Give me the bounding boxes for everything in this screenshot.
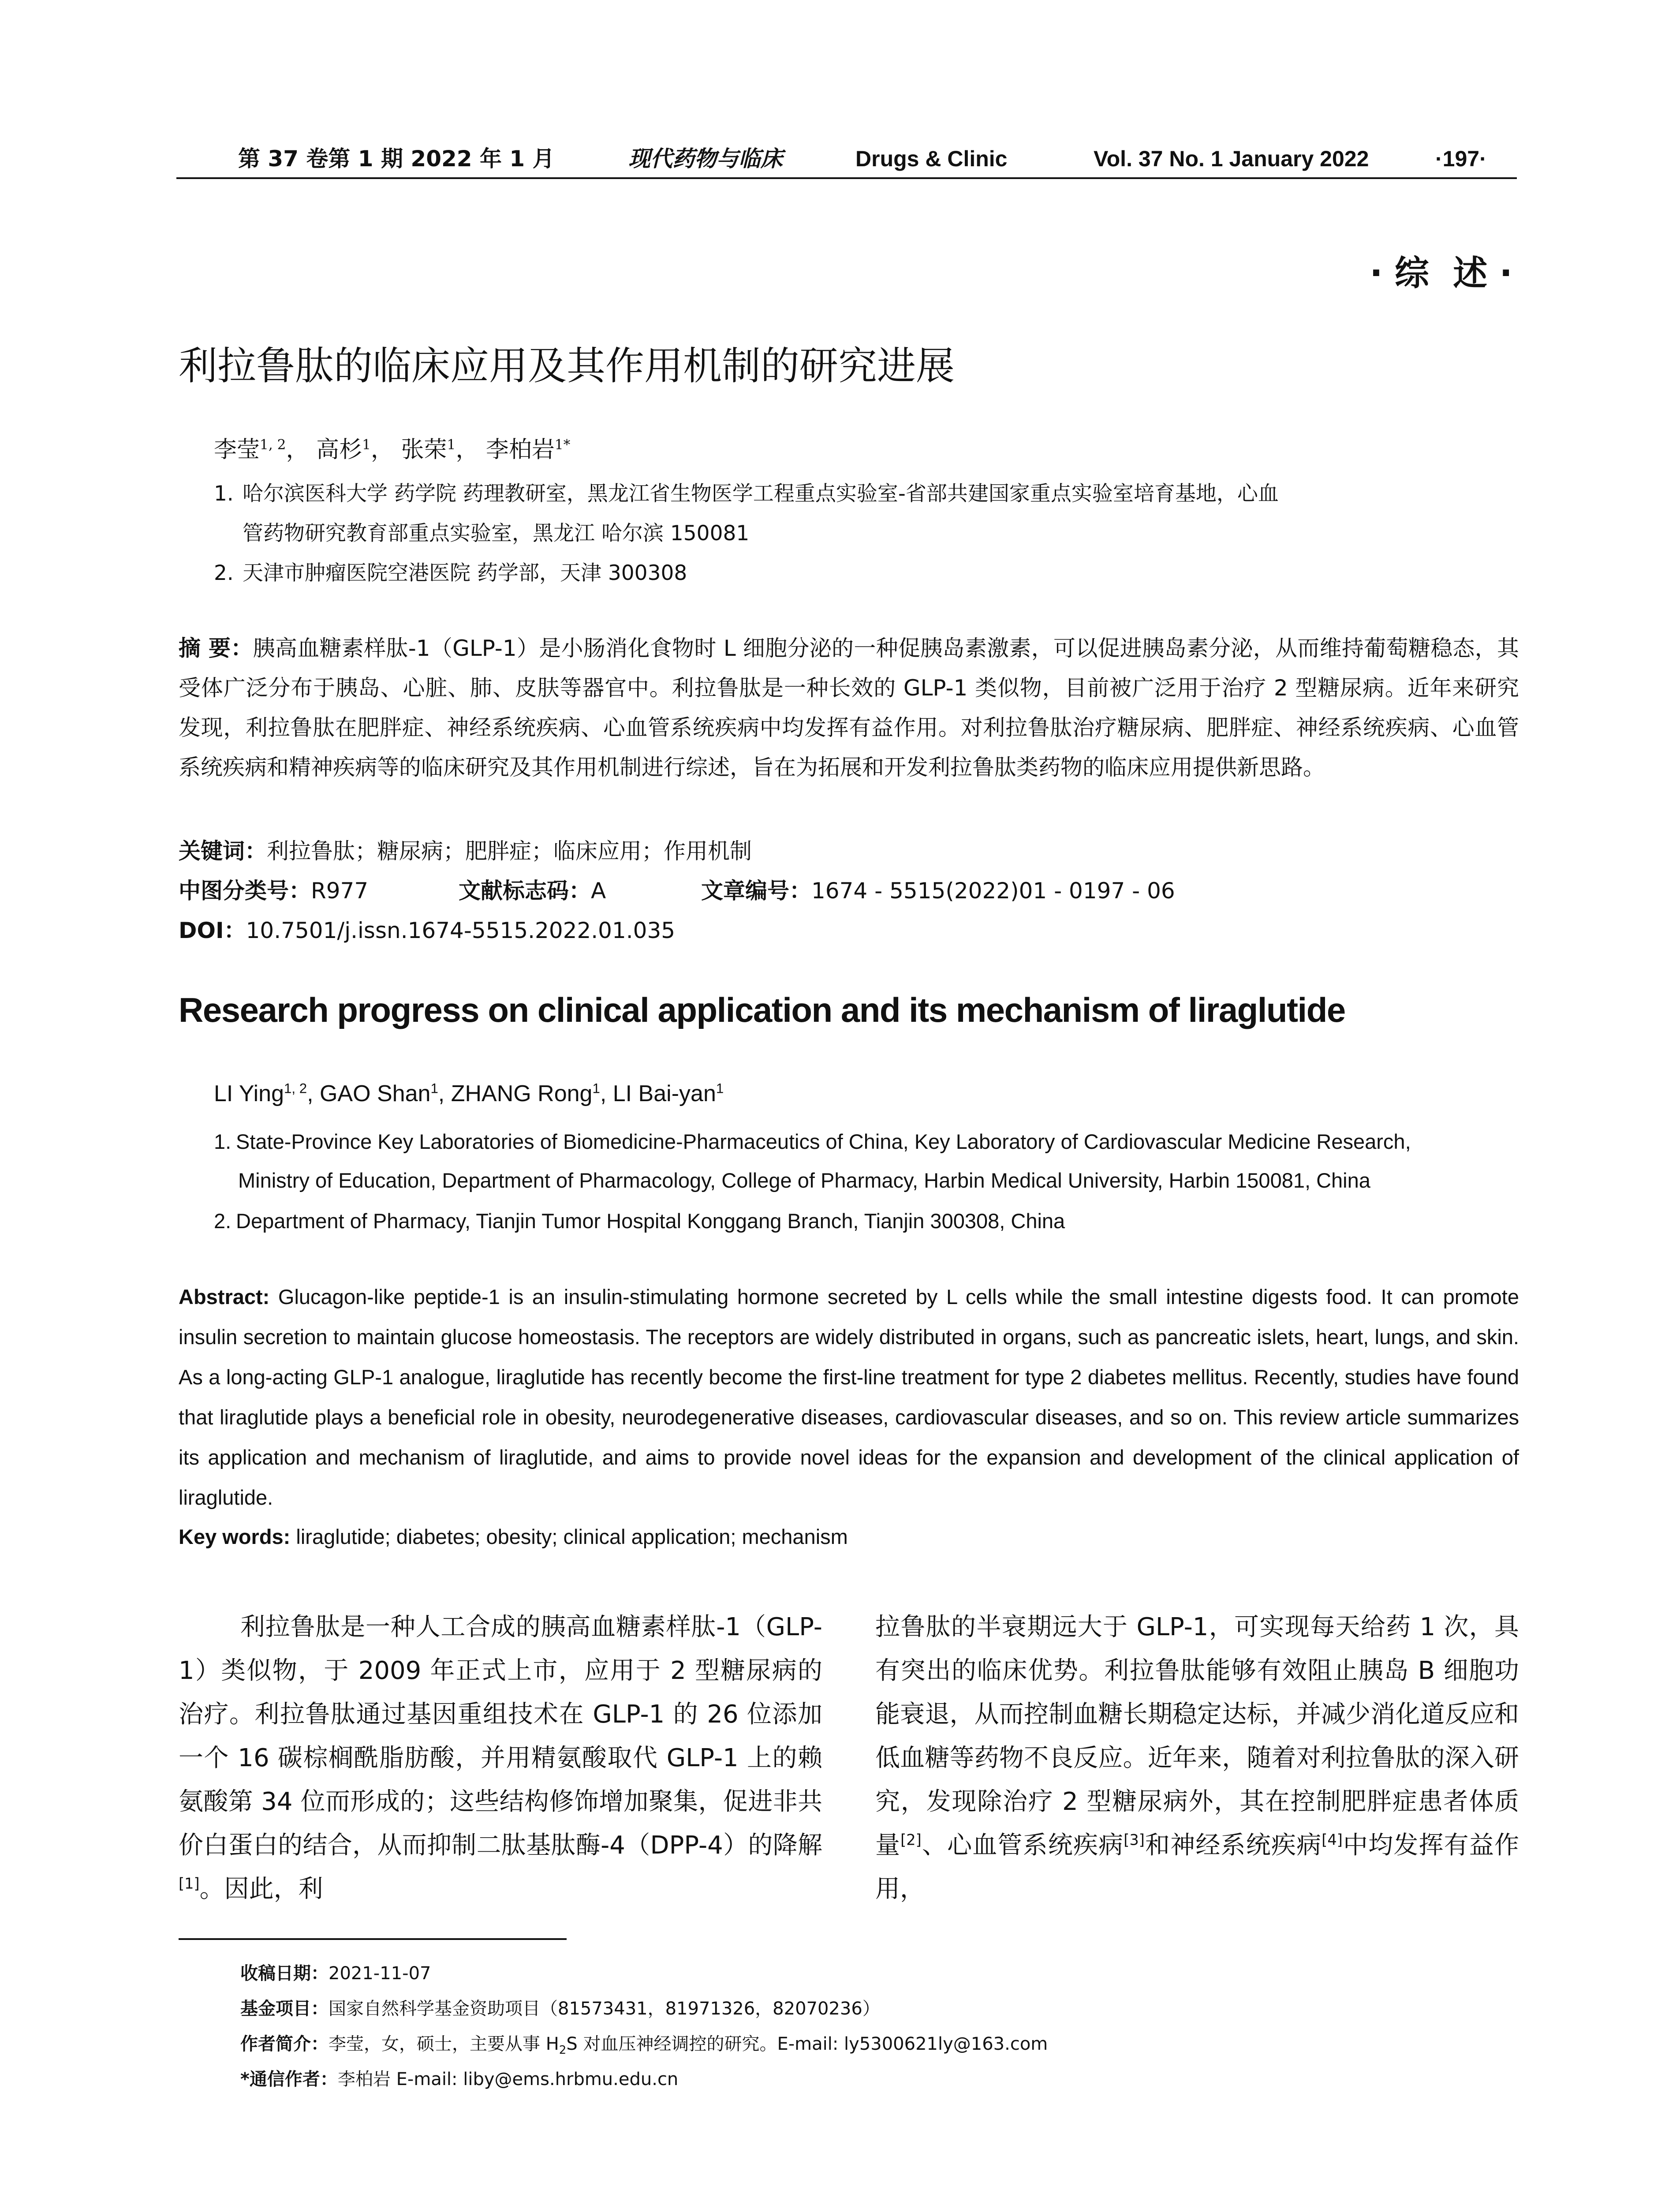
abstract-en-text: Glucagon-like peptide-1 is an insulin-stimulating hormone secreted by L cells while the small intestine digests food. It can promote insulin secretion to maintain glucose homeostasis. The receptors are widely distributed in organs, such as pancreatic islets, heart, lungs, and skin. As a long-acting GLP-1 analogue, liraglutide has recently become the first-line treatment for type 2 diabetes mellitus. Recently, studies have found that liraglutide plays a beneficial role in obesity, neurodegenerative diseases, cardiovascular diseases, and so on. This review article summarizes its application and mechanism of liraglutide, and aims to provide novel ideas for the expansion and development of the clinical application of liraglutide. — [179, 1285, 1519, 1509]
doc-code-value: A — [591, 878, 606, 904]
reference-marker: [1] — [179, 1875, 200, 1892]
body-paragraph: 拉鲁肽的半衰期远大于 GLP-1，可实现每天给药 1 次，具有突出的临床优势。利拉鲁肽能够有效阻止胰岛 B 细胞功能衰退，从而控制血糖长期稳定达标，并减少消化道反应和低血糖等药物不良反应。近年来，随着对利拉鲁肽的深入研究，发现除治疗 2 型糖尿病外，其在控制肥胖症患者体质量 — [875, 1613, 1519, 1860]
article-number-value: 1674 - 5515(2022)01 - 0197 - 06 — [811, 878, 1175, 904]
author-name: 高杉 — [316, 437, 362, 463]
bio-text: 李莹，女，硕士，主要从事 H — [329, 2034, 559, 2054]
keywords-cn — [179, 831, 752, 871]
corresponding-text: 李柏岩 E-mail: liby@ems.hrbmu.edu.cn — [337, 2069, 679, 2089]
affiliation-text: Department of Pharmacy, Tianjin Tumor Hospital Konggang Branch, Tianjin 300308, China — [236, 1209, 1065, 1233]
author-name: GAO Shan — [319, 1081, 431, 1106]
header-journal-cn: 现代药物与临床 — [628, 146, 783, 172]
header-rule — [176, 177, 1517, 179]
author-sup: 1, 2 — [284, 1080, 307, 1096]
affiliation-text: State-Province Key Laboratories of Biomedicine-Pharmaceutics of China, Key Laboratory of Cardiovascular Medicine Research, — [236, 1130, 1411, 1153]
body-paragraph: 利拉鲁肽是一种人工合成的胰高血糖素样肽-1（GLP-1）类似物，于 2009 年正式上市，应用于 2 型糖尿病的治疗。利拉鲁肽通过基因重组技术在 GLP-1 的 26 位添加一个 16 碳棕榈酰脂肪酸，并用精氨酸取代 GLP-1 上的赖氨酸第 34 位而形成的；这些结构修饰增加聚集，促进非共价白蛋白的结合，从而抑制二肽基肽酶-4（DPP-4）的降解 — [179, 1613, 822, 1860]
reference-marker: [4] — [1322, 1831, 1343, 1849]
author-sup: 1, 2 — [260, 437, 286, 453]
author-sup: 1 — [447, 437, 456, 453]
keywords-en-label: Key words: — [179, 1525, 291, 1548]
fund-text: 国家自然科学基金资助项目（81573431，81971326，82070236） — [329, 1999, 880, 2019]
reference-marker: [2] — [900, 1831, 922, 1849]
affiliation-number: 1. — [214, 1130, 231, 1153]
affiliation-text: Ministry of Education, Department of Pharmacology, College of Pharmacy, Harbin Medical University, Harbin 150081, China — [238, 1169, 1370, 1192]
abstract-cn-text: 胰高血糖素样肽-1（GLP-1）是小肠消化食物时 L 细胞分泌的一种促胰岛素激素，可以促进胰岛素分泌，从而维持葡萄糖稳态，其受体广泛分布于胰岛、心脏、肺、皮肤等器官中。利拉鲁肽是一种长效的 GLP-1 类似物，目前被广泛用于治疗 2 型糖尿病。近年来研究发现，利拉鲁肽在肥胖症、神经系统疾病、心血管系统疾病中均发挥有益作用。对利拉鲁肽治疗糖尿病、肥胖症、神经系统疾病、心血管系统疾病和精神疾病等的临床研究及其作用机制进行综述，旨在为拓展和开发利拉鲁肽类药物的临床应用提供新思路。 — [179, 635, 1519, 780]
keywords-cn-text: 利拉鲁肽；糖尿病；肥胖症；临床应用；作用机制 — [267, 838, 752, 864]
abstract-en — [179, 1277, 1519, 1517]
affiliation-text: 天津市肿瘤医院空港医院 药学部，天津 300308 — [243, 561, 687, 585]
body-column-right — [875, 1605, 1519, 1911]
doi-value: 10.7501/j.issn.1674-5515.2022.01.035 — [246, 918, 676, 943]
clc-label: 中图分类号： — [179, 878, 311, 904]
body-paragraph: 中均发挥有益作用， — [875, 1831, 1519, 1903]
affiliation-number: 2. — [214, 561, 234, 585]
footnote-corresponding — [240, 2066, 678, 2093]
authors-cn: 李莹$^{1, 2}$， 高杉$^1$， 张荣$^1$， 李柏岩$^{1*}$ — [214, 437, 571, 463]
header-issue-en: Vol. 37 No. 1 January 2022 — [1094, 146, 1369, 171]
bio-subscript: 2 — [559, 2044, 567, 2057]
affiliation-cn-1 — [214, 474, 1519, 553]
footnote-rule — [179, 1938, 567, 1940]
affiliation-text: 哈尔滨医科大学 药学院 药理教研室，黑龙江省生物医学工程重点实验室-省部共建国家重点实验室培育基地，心血 — [243, 482, 1279, 506]
author-name: LI Ying — [214, 1081, 284, 1106]
corresponding-label: *通信作者： — [240, 2069, 338, 2089]
abstract-en-label: Abstract: — [179, 1285, 270, 1308]
section-tag: · 综 述 · — [1370, 254, 1512, 293]
author-sup: 1* — [554, 437, 571, 453]
received-label: 收稿日期： — [240, 1963, 329, 1984]
clc-value: R977 — [311, 878, 369, 904]
keywords-en-text: liraglutide; diabetes; obesity; clinical application; mechanism — [296, 1525, 848, 1548]
affiliation-cn-2 — [214, 553, 1519, 593]
header-journal-en: Drugs & Clinic — [855, 146, 1008, 171]
header-issue-cn: 第 37 卷第 1 期 2022 年 1 月 — [238, 146, 555, 172]
affiliation-number: 2. — [214, 1209, 231, 1233]
title-cn: 利拉鲁肽的临床应用及其作用机制的研究进展 — [179, 343, 955, 389]
author-name: ZHANG Rong — [451, 1081, 593, 1106]
keywords-cn-label: 关键词： — [179, 838, 267, 864]
doi — [179, 911, 675, 950]
classification-clc — [179, 871, 368, 911]
abstract-cn-label: 摘 要： — [179, 635, 253, 661]
author-sup: 1 — [592, 1080, 600, 1096]
classification-article — [701, 871, 1175, 911]
footnote-received — [240, 1960, 431, 1987]
title-en: Research progress on clinical application and its mechanism of liraglutide — [179, 990, 1345, 1029]
footnote-fund — [240, 1996, 880, 2022]
header-page-number: ·197· — [1435, 146, 1487, 171]
body-paragraph: 和神经系统疾病 — [1144, 1831, 1322, 1860]
author-sup: 1 — [362, 437, 371, 453]
classification-doc — [459, 871, 606, 911]
author-sup: 1 — [716, 1080, 724, 1096]
author-name: 张荣 — [401, 437, 447, 463]
article-number-label: 文章编号： — [701, 878, 811, 904]
body-paragraph: 、心血管系统疾病 — [921, 1831, 1124, 1860]
body-column-left — [179, 1605, 822, 1911]
reference-marker: [3] — [1124, 1831, 1145, 1849]
affiliation-en-2 — [214, 1202, 1537, 1241]
author-name: LI Bai-yan — [612, 1081, 716, 1106]
author-name: 李柏岩 — [485, 437, 555, 463]
keywords-en — [179, 1517, 848, 1557]
abstract-cn — [179, 628, 1519, 787]
author-sup: 1 — [430, 1080, 438, 1096]
affiliation-number: 1. — [214, 482, 234, 506]
affiliation-text: 管药物研究教育部重点实验室，黑龙江 哈尔滨 150081 — [243, 521, 750, 546]
bio-text: S 对血压神经调控的研究。E-mail: ly5300621ly@163.com — [566, 2034, 1048, 2054]
doi-label: DOI： — [179, 918, 246, 943]
bio-label: 作者简介： — [240, 2034, 329, 2054]
received-date: 2021-11-07 — [329, 1963, 431, 1984]
doc-code-label: 文献标志码： — [459, 878, 591, 904]
body-paragraph: 。因此，利 — [199, 1875, 323, 1903]
authors-en: LI Ying$^{1, 2}$, GAO Shan$^1$, ZHANG Rong$^1$, LI Bai-yan$^1$ — [214, 1080, 724, 1106]
affiliation-en-1 — [214, 1122, 1537, 1200]
fund-label: 基金项目： — [240, 1999, 329, 2019]
author-name: 李莹 — [214, 437, 260, 463]
footnote-author-bio — [240, 2031, 1048, 2057]
